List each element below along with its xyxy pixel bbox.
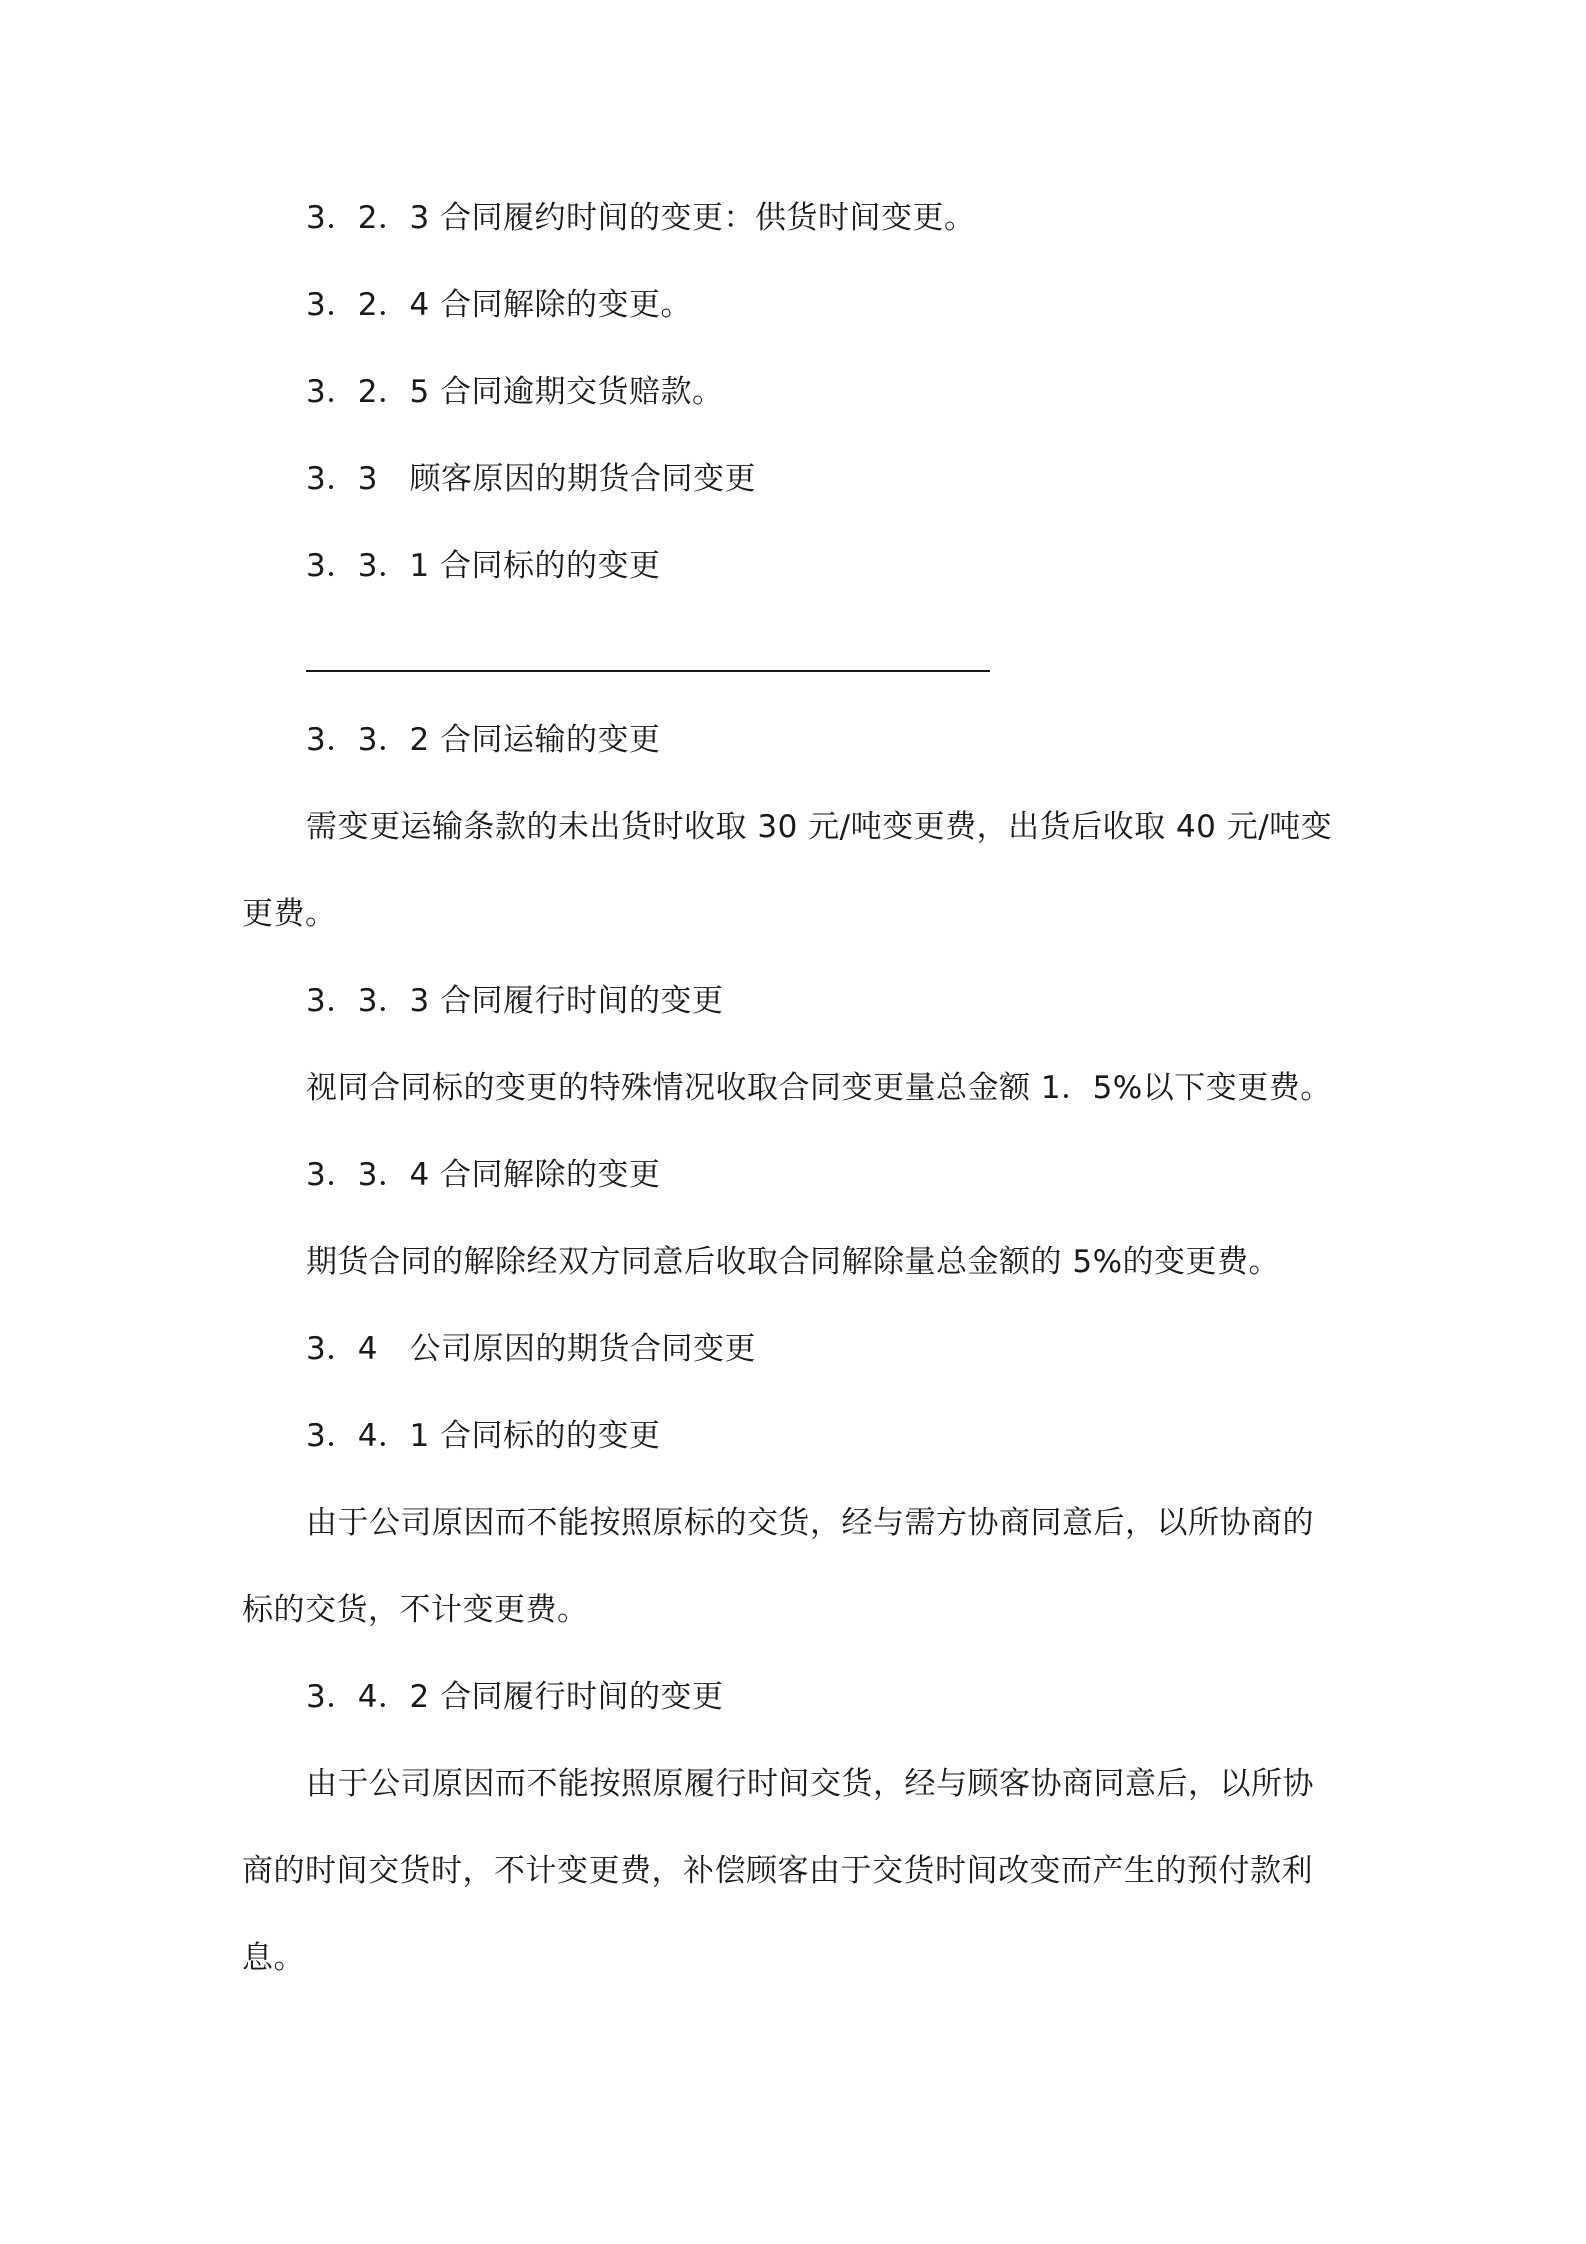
clause-3-3-3: 3．3．3 合同履行时间的变更 [306, 983, 724, 1019]
paragraph-line: 期货合同的解除经双方同意后收取合同解除量总金额的 5%的变更费。 [306, 1244, 1281, 1280]
paragraph-line: 息。 [242, 1940, 305, 1976]
blank-fill-line [306, 670, 990, 672]
clause-3-2-4: 3．2．4 合同解除的变更。 [306, 287, 693, 323]
clause-3-3-2: 3．3．2 合同运输的变更 [306, 722, 661, 758]
paragraph-line: 商的时间交货时，不计变更费，补偿顾客由于交货时间改变而产生的预付款利 [242, 1853, 1313, 1889]
paragraph-line: 由于公司原因而不能按照原履行时间交货，经与顾客协商同意后，以所协 [306, 1766, 1314, 1802]
paragraph-line: 由于公司原因而不能按照原标的交货，经与需方协商同意后，以所协商的 [306, 1505, 1314, 1541]
section-3-3-heading: 3．3 顾客原因的期货合同变更 [306, 461, 756, 497]
clause-3-2-5: 3．2．5 合同逾期交货赔款。 [306, 374, 724, 410]
section-3-4-heading: 3．4 公司原因的期货合同变更 [306, 1331, 756, 1367]
paragraph-line: 更费。 [242, 896, 337, 932]
paragraph-line: 需变更运输条款的未出货时收取 30 元/吨变更费，出货后收取 40 元/吨变 [306, 809, 1333, 845]
paragraph-line: 标的交货，不计变更费。 [242, 1592, 589, 1628]
clause-3-3-4: 3．3．4 合同解除的变更 [306, 1157, 661, 1193]
clause-3-3-1: 3．3．1 合同标的的变更 [306, 548, 661, 584]
paragraph-line: 视同合同标的变更的特殊情况收取合同变更量总金额 1．5%以下变更费。 [306, 1070, 1332, 1106]
clause-3-4-2: 3．4．2 合同履行时间的变更 [306, 1679, 724, 1715]
clause-3-4-1: 3．4．1 合同标的的变更 [306, 1418, 661, 1454]
clause-3-2-3: 3．2．3 合同履约时间的变更：供货时间变更。 [306, 200, 976, 236]
